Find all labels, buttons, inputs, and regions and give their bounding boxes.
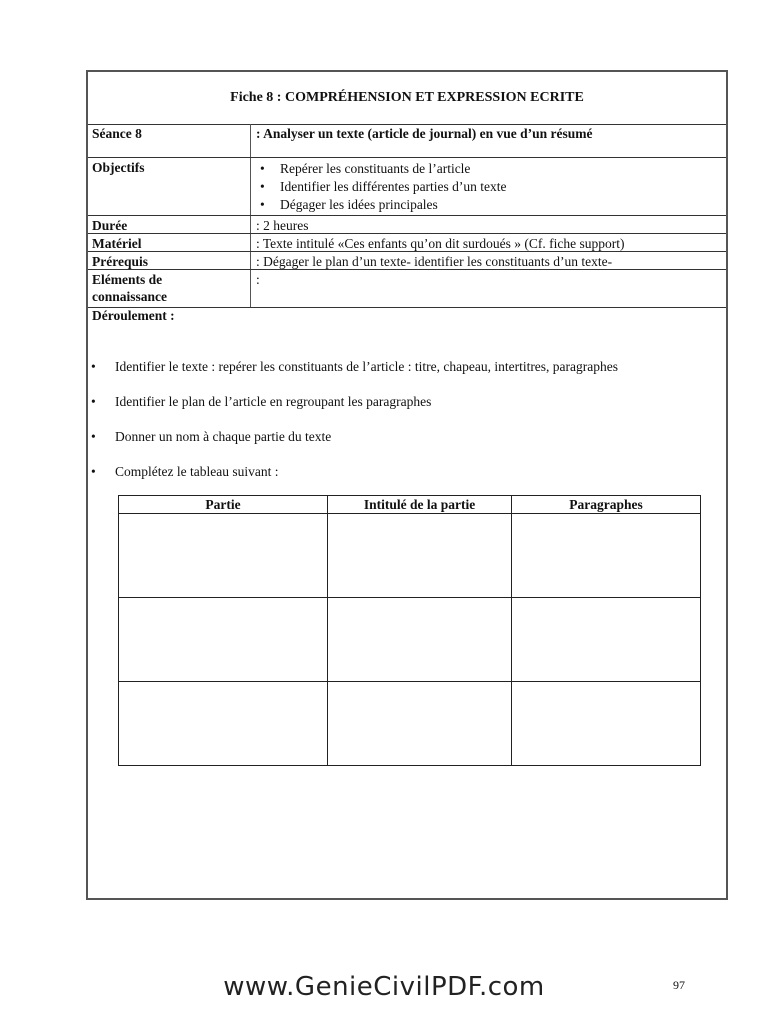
table-cell[interactable]: [512, 514, 701, 598]
prerequis-value: : Dégager le plan d’un texte- identifier les constituants d’un texte-: [256, 254, 613, 269]
objectifs-list: [256, 160, 507, 214]
deroulement-label: Déroulement :: [92, 308, 175, 323]
header-intitule: Intitulé de la partie: [328, 496, 512, 514]
materiel-value: : Texte intitulé «Ces enfants qu’on dit surdoués » (Cf. fiche support): [256, 236, 625, 251]
duree-value: : 2 heures: [256, 218, 309, 233]
elements-label-line1: Eléments de: [92, 272, 163, 287]
row-duree: [88, 216, 726, 234]
step-item: • Identifier le texte : repérer les constituants de l’article : titre, chapeau, intertitres, paragraphes: [88, 358, 618, 393]
table-cell[interactable]: [512, 682, 701, 766]
duree-label: Durée: [92, 218, 128, 233]
row-objectifs: [88, 158, 726, 216]
objectifs-label: Objectifs: [92, 160, 145, 175]
seance-label: Séance 8: [92, 126, 142, 141]
materiel-label: Matériel: [92, 236, 142, 251]
prerequis-label: Prérequis: [92, 254, 148, 269]
header-paragraphes: Paragraphes: [512, 496, 701, 514]
step-item: • Complétez le tableau suivant :: [88, 463, 618, 498]
row-elements: [88, 270, 726, 308]
table-row: [119, 514, 701, 598]
row-materiel: [88, 234, 726, 252]
elements-label-line2: connaissance: [92, 289, 168, 304]
deroulement-steps: [88, 358, 618, 498]
step-item: • Identifier le plan de l’article en regroupant les paragraphes: [88, 393, 618, 428]
row-prerequis: [88, 252, 726, 270]
header-partie: Partie: [119, 496, 328, 514]
elements-label: [92, 271, 167, 305]
table-cell[interactable]: [119, 682, 328, 766]
objectif-item: • Identifier les différentes parties d’un texte: [256, 178, 507, 196]
objectif-item: • Dégager les idées principales: [256, 196, 507, 214]
table-cell[interactable]: [119, 598, 328, 682]
lesson-sheet: [86, 70, 728, 900]
site-watermark: www.GenieCivilPDF.com: [223, 972, 545, 1002]
table-row: [119, 598, 701, 682]
objectif-item: • Repérer les constituants de l’article: [256, 160, 507, 178]
elements-value: :: [256, 272, 260, 287]
parts-table: [118, 495, 701, 766]
page-number: 97: [673, 978, 685, 992]
step-item: • Donner un nom à chaque partie du texte: [88, 428, 618, 463]
table-cell[interactable]: [328, 598, 512, 682]
seance-value: : Analyser un texte (article de journal) en vue d’un résumé: [256, 126, 593, 141]
sheet-title: Fiche 8 : COMPRÉHENSION ET EXPRESSION ECRITE: [88, 72, 726, 125]
row-seance: [88, 124, 726, 158]
table-cell[interactable]: [328, 514, 512, 598]
table-row: [119, 682, 701, 766]
table-header-row: [119, 496, 701, 514]
table-cell[interactable]: [512, 598, 701, 682]
table-cell[interactable]: [119, 514, 328, 598]
table-cell[interactable]: [328, 682, 512, 766]
